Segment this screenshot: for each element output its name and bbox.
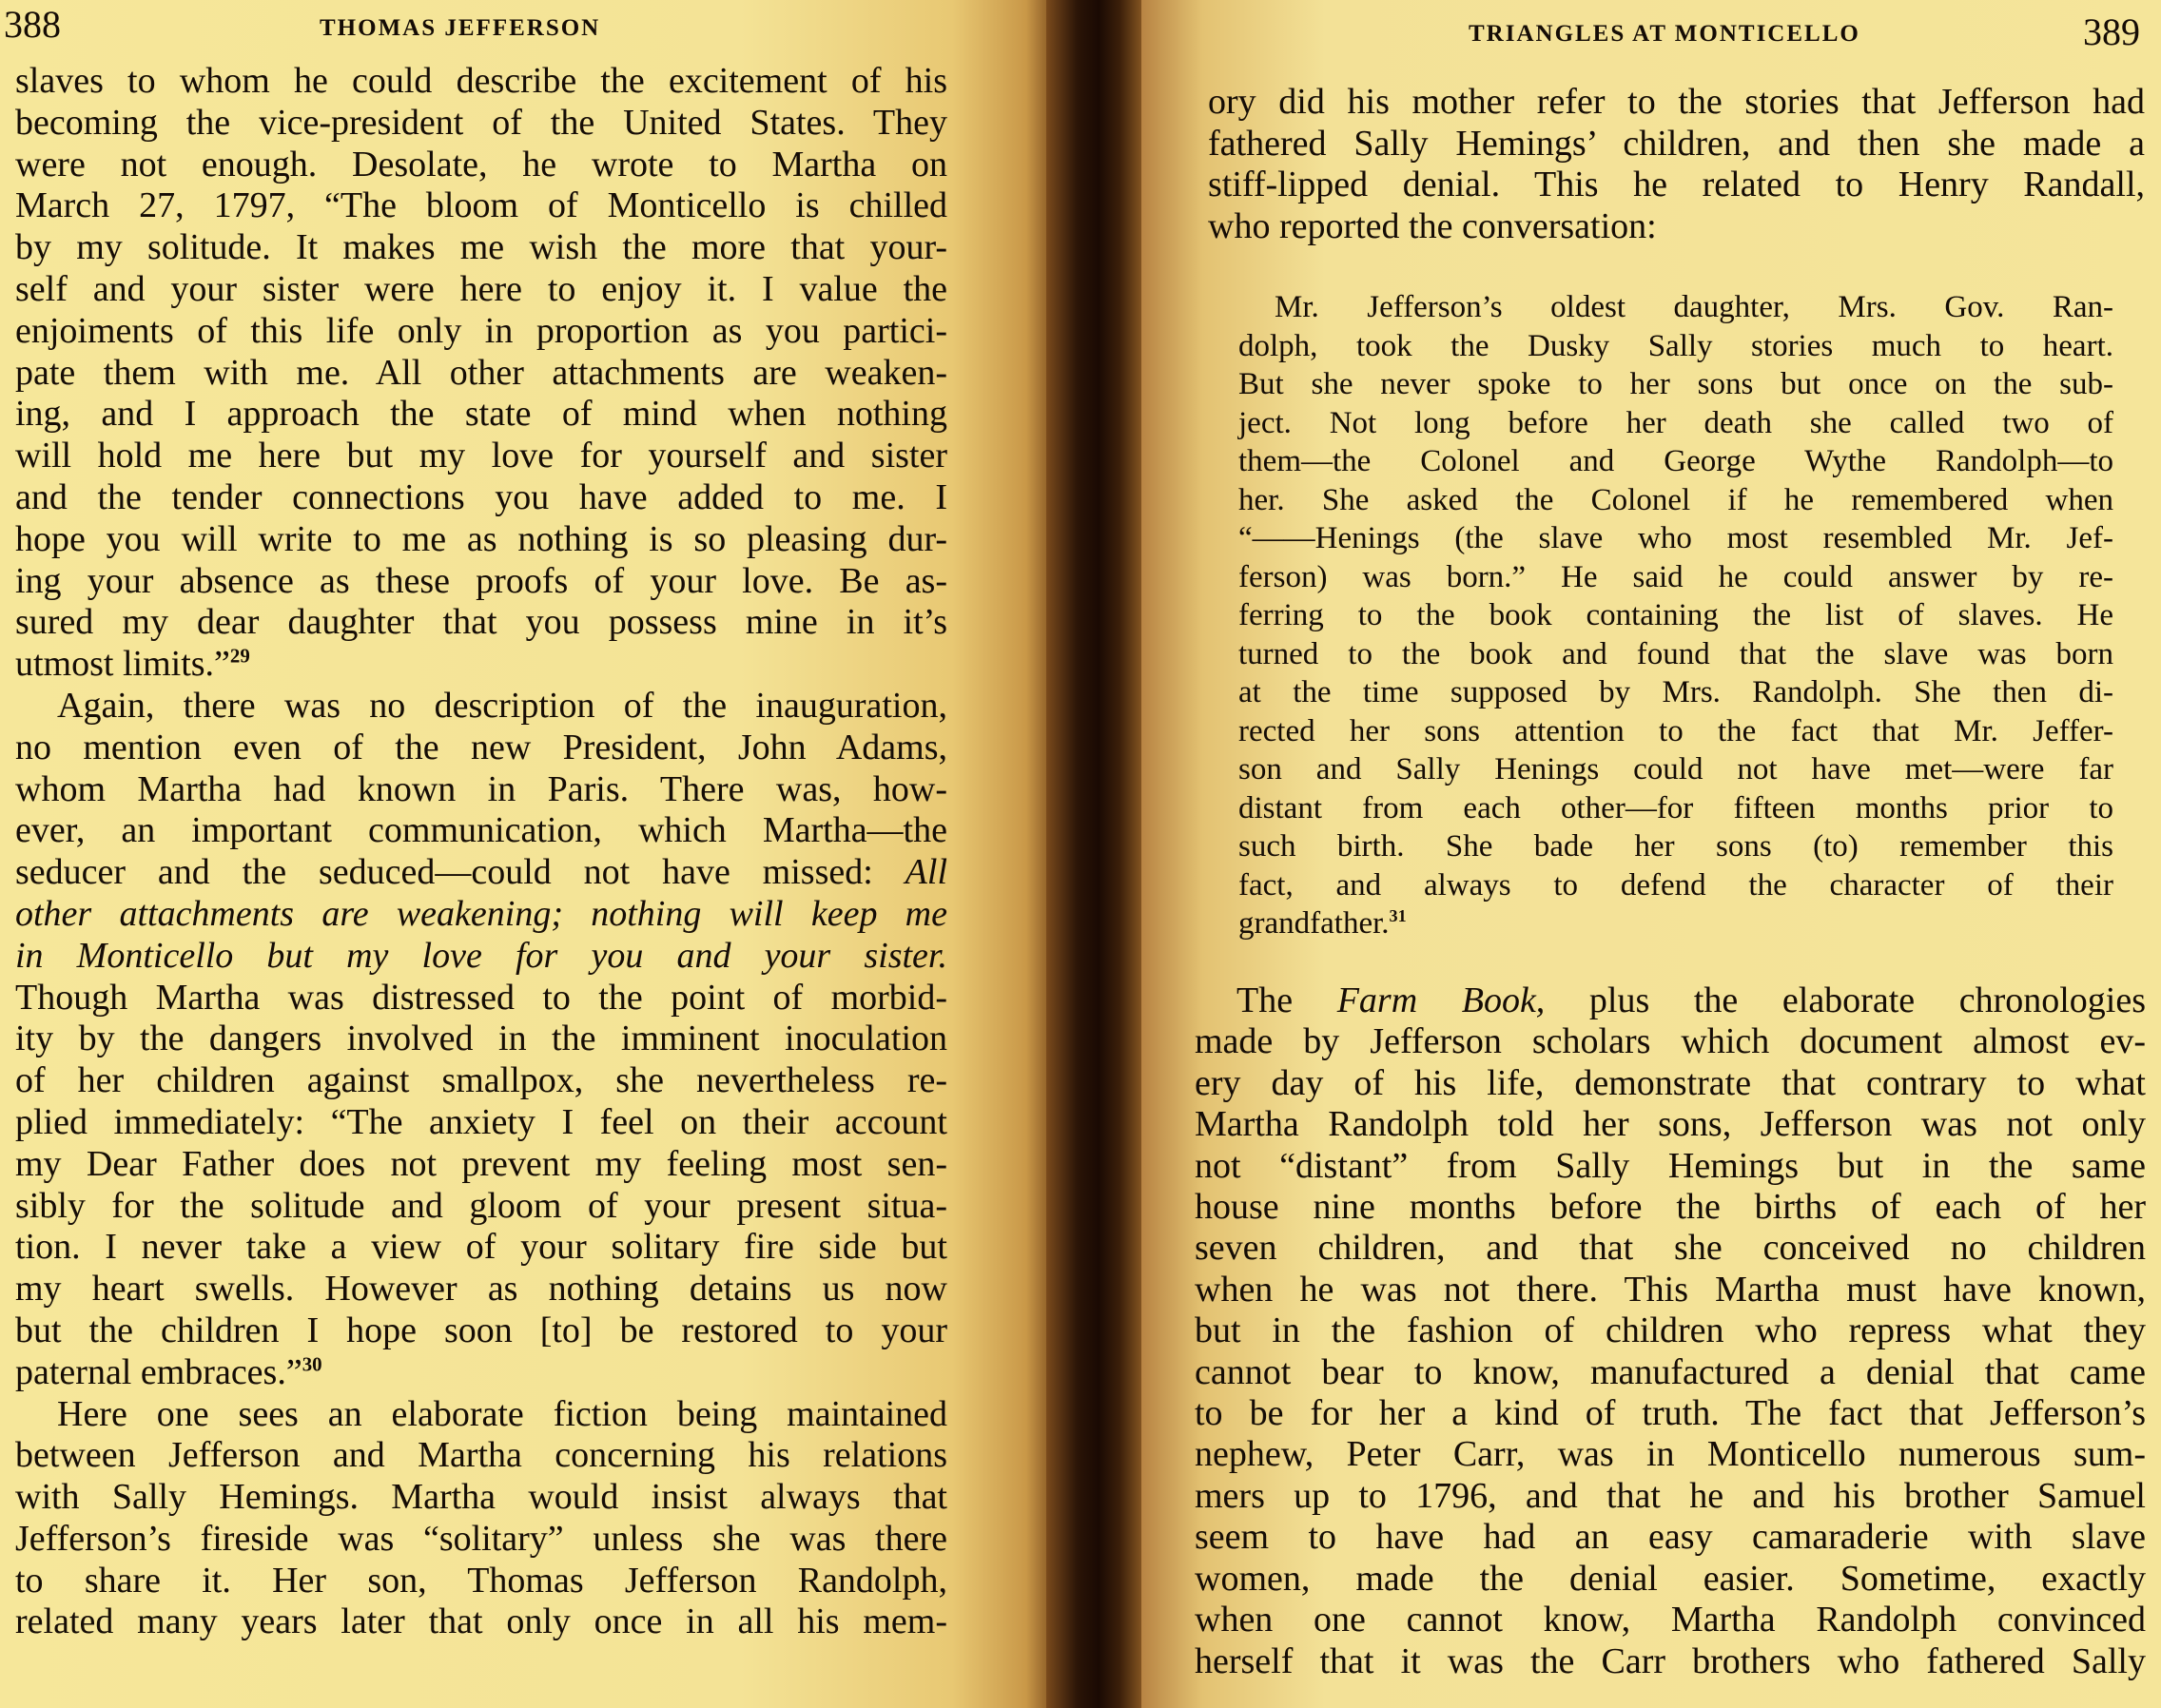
text-fragment: plus the elaborate chronologies xyxy=(1588,980,2147,1020)
quote-line: But she never spoke to her sons but once on the sub- xyxy=(1238,367,2113,401)
text-line: of her children against smallpox, she nevertheless re- xyxy=(15,1060,947,1101)
text-line xyxy=(15,1352,947,1394)
left-running-head xyxy=(0,0,1046,57)
text-line: ity by the dangers involved in the imminent inoculation xyxy=(15,1019,947,1059)
text-line: were not enough. Desolate, he wrote to Martha on xyxy=(15,144,947,184)
text-line: ery day of his life, demonstrate that contrary to what xyxy=(1195,1062,2146,1103)
quote-line: rected her sons attention to the fact that Mr. Jeffer- xyxy=(1238,713,2113,748)
text-line: my Dear Father does not prevent my feeling most sen- xyxy=(15,1143,947,1184)
quote-line: ferson) was born.” He said he could answer by re- xyxy=(1238,559,2113,594)
text-line xyxy=(1195,980,2146,1021)
text-line: tion. I never take a view of your solitary fire side but xyxy=(15,1227,947,1268)
text-line: sibly for the solitude and gloom of your present situa- xyxy=(15,1185,947,1226)
left-page xyxy=(0,0,1058,1708)
text-line: becoming the vice-president of the United States. They xyxy=(15,102,947,143)
text-line: mers up to 1796, and that he and his brother Samuel xyxy=(1195,1475,2146,1516)
text-line: sured my dear daughter that you possess mine in it’s xyxy=(15,602,947,643)
text-line: and the tender connections you have added to me. I xyxy=(15,476,947,517)
text-line: cannot bear to know, manufactured a denial that came xyxy=(1195,1351,2146,1392)
book-gutter xyxy=(1046,0,1151,1708)
quote-line xyxy=(1238,904,2113,943)
text-line: Here one sees an elaborate fiction being maintained xyxy=(57,1393,947,1434)
text-line: Again, there was no description of the inauguration, xyxy=(57,685,947,726)
text-fragment: grandfather. xyxy=(1238,906,1390,941)
text-line: related many years later that only once in all his mem- xyxy=(15,1601,947,1642)
italic-line: other attachments are weakening; nothing will keep me xyxy=(15,893,947,934)
text-line: Though Martha was distressed to the point of morbid- xyxy=(15,977,947,1018)
text-line: nephew, Peter Carr, was in Monticello numerous sum- xyxy=(1195,1434,2146,1475)
text-fragment: The xyxy=(1236,980,1294,1020)
quote-line: ferring to the book containing the list of slaves. He xyxy=(1238,598,2113,632)
right-page-number: 389 xyxy=(2083,10,2140,53)
text-line: but the children I hope soon [to] be restored to your xyxy=(15,1310,947,1350)
text-line: with Sally Hemings. Martha would insist always that xyxy=(15,1477,947,1518)
text-line: slaves to whom he could describe the excitement of his xyxy=(15,61,947,101)
text-fragment: seducer and the seduced—could not have missed: xyxy=(15,852,873,893)
text-line: pate them with me. All other attachments are weaken- xyxy=(15,352,947,393)
text-line: when he was not there. This Martha must have known, xyxy=(1195,1269,2146,1310)
text-line: to share it. Her son, Thomas Jefferson Randolph, xyxy=(15,1560,947,1601)
text-line: but in the fashion of children who repress what they xyxy=(1195,1310,2146,1351)
text-line: enjoiments of this life only in proportion as you partici- xyxy=(15,310,947,351)
text-line: women, made the denial easier. Sometime, exactly xyxy=(1195,1558,2146,1599)
text-line xyxy=(15,852,947,894)
text-line: stiff-lipped denial. This he related to Henry Randall, xyxy=(1208,165,2145,204)
text-line: whom Martha had known in Paris. There was, how- xyxy=(15,768,947,809)
quote-line: “——Henings (the slave who most resembled Mr. Jef- xyxy=(1238,521,2113,555)
footnote-marker: 30 xyxy=(302,1352,322,1376)
right-body-text-top xyxy=(1208,82,2145,247)
italic-book-title: Farm Book, xyxy=(1336,980,1546,1020)
left-page-number: 388 xyxy=(4,3,61,46)
text-line: self and your sister were here to enjoy it. I value the xyxy=(15,268,947,309)
block-quote xyxy=(1238,288,2113,943)
text-fragment: utmost limits.” xyxy=(15,644,230,685)
text-line: ing your absence as these proofs of your love. Be as- xyxy=(15,560,947,601)
text-line: house nine months before the births of each of her xyxy=(1195,1187,2146,1228)
text-line: ory did his mother refer to the stories that Jefferson had xyxy=(1208,82,2145,122)
text-line: between Jefferson and Martha concerning his relations xyxy=(15,1435,947,1476)
text-line xyxy=(15,644,947,686)
right-running-head xyxy=(1141,0,2161,67)
text-line: when one cannot know, Martha Randolph convinced xyxy=(1195,1600,2146,1640)
text-line: herself that it was the Carr brothers who fathered Sally xyxy=(1195,1640,2146,1681)
italic-line: in Monticello but my love for you and your sister. xyxy=(15,935,947,976)
text-line: who reported the conversation: xyxy=(1208,205,1657,246)
quote-line: dolph, took the Dusky Sally stories much to heart. xyxy=(1238,328,2113,363)
text-line: ever, an important communication, which Martha—the xyxy=(15,810,947,851)
text-line: no mention even of the new President, John Adams, xyxy=(15,727,947,767)
quote-line: turned to the book and found that the slave was born xyxy=(1238,636,2113,671)
text-line: March 27, 1797, “The bloom of Monticello is chilled xyxy=(15,185,947,226)
text-line: my heart swells. However as nothing detains us now xyxy=(15,1269,947,1310)
text-fragment: paternal embraces.” xyxy=(15,1351,302,1392)
right-running-title: TRIANGLES AT MONTICELLO xyxy=(1469,21,1860,47)
text-line: seven children, and that she conceived no children xyxy=(1195,1228,2146,1269)
quote-line: Mr. Jefferson’s oldest daughter, Mrs. Gov. Ran- xyxy=(1275,290,2113,324)
quote-line: ject. Not long before her death she called two of xyxy=(1238,405,2113,440)
quote-line: son and Sally Henings could not have met—were far xyxy=(1238,752,2113,786)
text-line: to be for her a kind of truth. The fact that Jefferson’s xyxy=(1195,1393,2146,1434)
right-body-text-bottom xyxy=(1195,980,2146,1682)
text-line: plied immediately: “The anxiety I feel on their account xyxy=(15,1101,947,1142)
footnote-marker: 31 xyxy=(1389,906,1407,925)
quote-line: distant from each other—for fifteen months prior to xyxy=(1238,790,2113,825)
right-page xyxy=(1141,0,2161,1708)
text-line: ing, and I approach the state of mind when nothing xyxy=(15,394,947,435)
quote-line: them—the Colonel and George Wythe Randolph—to xyxy=(1238,444,2113,478)
quote-line: fact, and always to defend the character of their xyxy=(1238,867,2113,903)
quote-line: at the time supposed by Mrs. Randolph. She then di- xyxy=(1238,675,2113,709)
text-line: Jefferson’s fireside was “solitary” unless she was there xyxy=(15,1518,947,1559)
left-running-title: THOMAS JEFFERSON xyxy=(320,15,601,41)
quote-line: such birth. She bade her sons (to) remember this xyxy=(1238,829,2113,864)
text-line: by my solitude. It makes me wish the more that your- xyxy=(15,227,947,268)
text-line: fathered Sally Hemings’ children, and then she made a xyxy=(1208,123,2145,164)
italic-fragment: All xyxy=(905,852,947,893)
text-line: hope you will write to me as nothing is so pleasing dur- xyxy=(15,518,947,559)
text-line: Martha Randolph told her sons, Jefferson was not only xyxy=(1195,1104,2146,1145)
quote-line: her. She asked the Colonel if he remembered when xyxy=(1238,482,2113,517)
text-line: will hold me here but my love for yourself and sister xyxy=(15,436,947,476)
left-body-text xyxy=(15,61,947,1643)
footnote-marker: 29 xyxy=(229,644,250,668)
text-line: made by Jefferson scholars which document almost ev- xyxy=(1195,1021,2146,1062)
text-line: not “distant” from Sally Hemings but in the same xyxy=(1195,1145,2146,1186)
text-line: seem to have had an easy camaraderie with slave xyxy=(1195,1517,2146,1558)
